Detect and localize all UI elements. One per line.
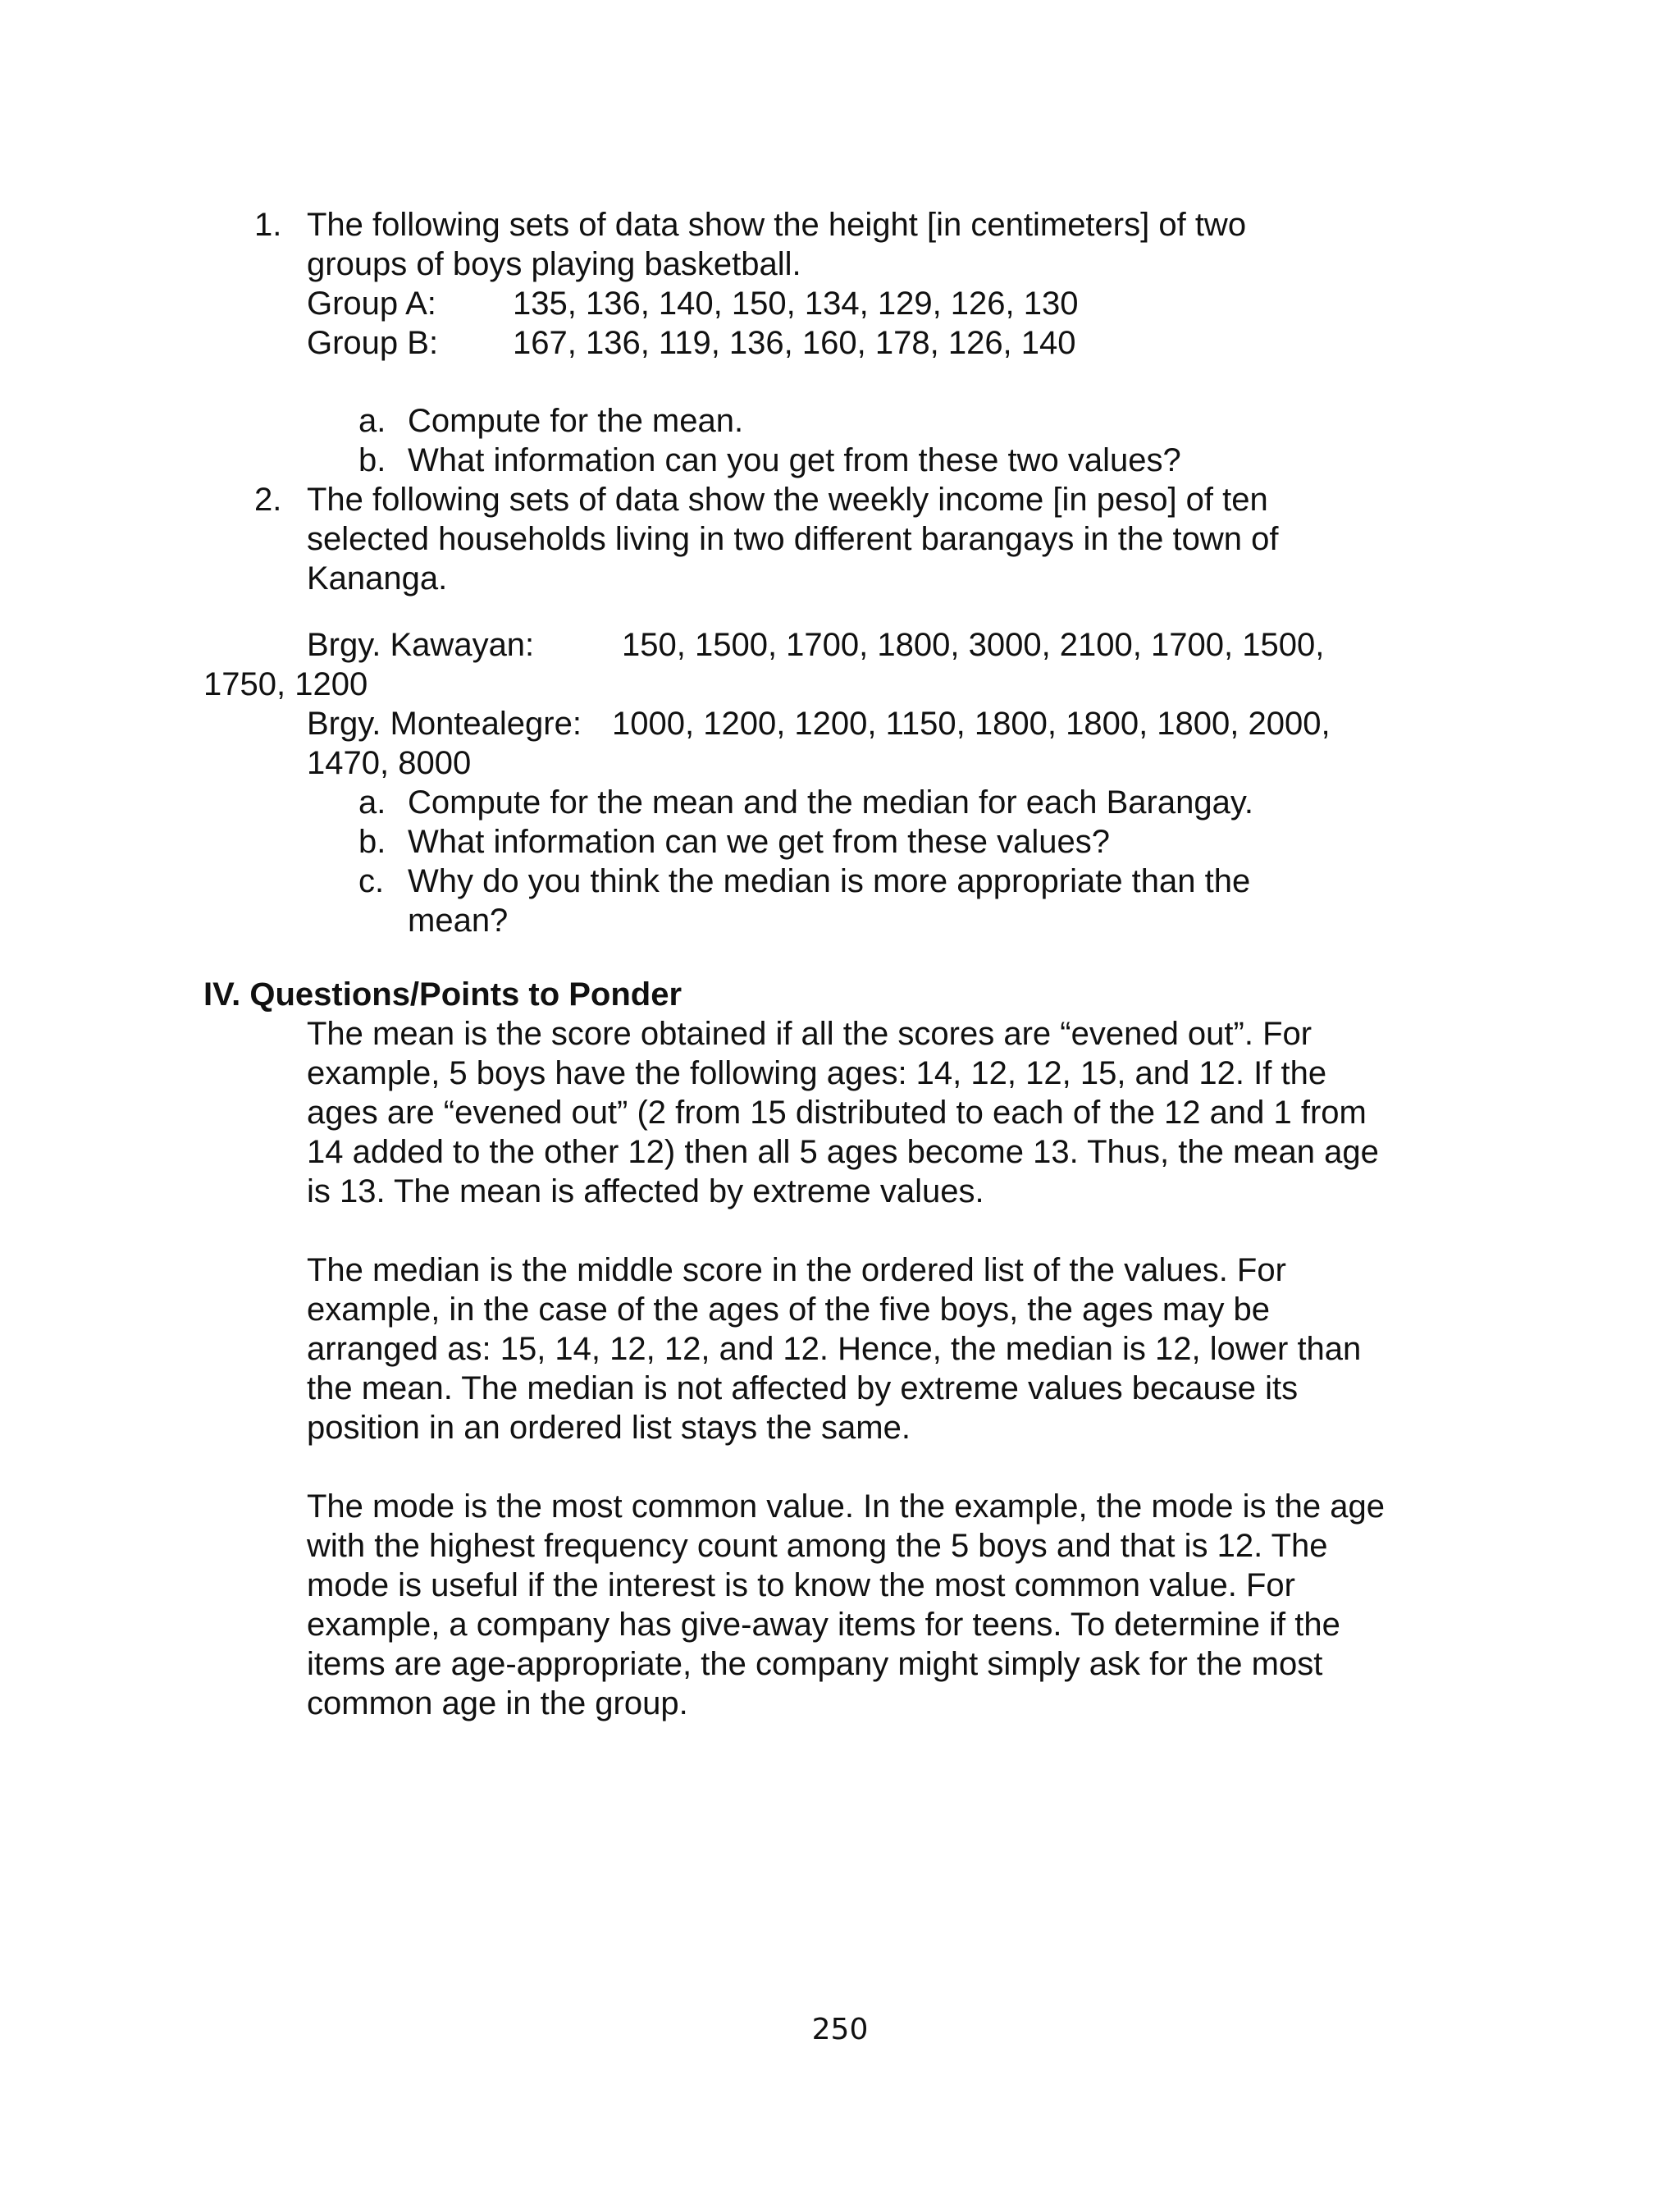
text-line: groups of boys playing basketball. [307, 246, 801, 282]
group-b-values: 167, 136, 119, 136, 160, 178, 126, 140 [513, 325, 1076, 361]
group-a-label: Group A: [307, 286, 436, 322]
page-number: 250 [811, 2013, 869, 2046]
kawayan-label: Brgy. Kawayan: [307, 627, 535, 663]
text-line: Why do you think the median is more appropriate than the [408, 863, 1251, 899]
montealegre-values: 1000, 1200, 1200, 1150, 1800, 1800, 1800, 2000, [612, 706, 1331, 742]
subitem-text: Compute for the mean. [408, 403, 744, 439]
text-line: Kananga. [307, 560, 448, 597]
subitem-letter: b. [358, 442, 386, 478]
paragraph-mean: The mean is the score obtained if all the scores are “evened out”. For example, 5 boys have the following ages: 14, 12, 12, 15, and 12. If the ages are “evened out” (2 from 15 distributed to each of the 12 and 1 from 14 added to the other 12) then all 5 ages become 13. Thus, the mean age is 13. The mean is affected by extreme values. [307, 1016, 1379, 1209]
montealegre-values-continued: 1470, 8000 [307, 745, 472, 781]
item-number: 1. [254, 207, 282, 243]
item-number: 2. [254, 482, 282, 518]
item-2-text [307, 480, 1278, 598]
section-heading: IV. Questions/Points to Ponder [203, 976, 682, 1013]
subitem-text [408, 862, 1250, 940]
kawayan-values-continued: 1750, 1200 [203, 666, 368, 702]
text-line: selected households living in two different barangays in the town of [307, 521, 1279, 557]
subitem-text: What information can we get from these values? [408, 824, 1110, 860]
subitem-letter: a. [358, 403, 386, 439]
subitem-text: What information can you get from these two values? [408, 442, 1181, 478]
text-line: mean? [408, 903, 509, 939]
subitem-letter: b. [358, 824, 386, 860]
subitem-text: Compute for the mean and the median for each Barangay. [408, 784, 1253, 821]
montealegre-label: Brgy. Montealegre: [307, 706, 582, 742]
item-1-text [307, 205, 1246, 284]
paragraph-mode: The mode is the most common value. In the example, the mode is the age with the highest frequency count among the 5 boys and that is 12. The mode is useful if the interest is to know the most common value. For example, a company has give-away items for teens. To determine if the items are age-appropriate, the company might simply ask for the most common age in the group. [307, 1488, 1386, 1721]
kawayan-values: 150, 1500, 1700, 1800, 3000, 2100, 1700, 1500, [622, 627, 1325, 663]
subitem-letter: a. [358, 784, 386, 821]
group-b-label: Group B: [307, 325, 439, 361]
paragraph-median: The median is the middle score in the ordered list of the values. For example, in the case of the ages of the five boys, the ages may be arranged as: 15, 14, 12, 12, and 12. Hence, the median is 12, lower than the mean. The median is not affected by extreme values because its position in an ordered list stays the same. [307, 1252, 1362, 1446]
text-line: The following sets of data show the weekly income [in peso] of ten [307, 482, 1268, 518]
text-line: The following sets of data show the height [in centimeters] of two [307, 207, 1247, 243]
group-a-values: 135, 136, 140, 150, 134, 129, 126, 130 [513, 286, 1079, 322]
subitem-letter: c. [358, 863, 385, 899]
